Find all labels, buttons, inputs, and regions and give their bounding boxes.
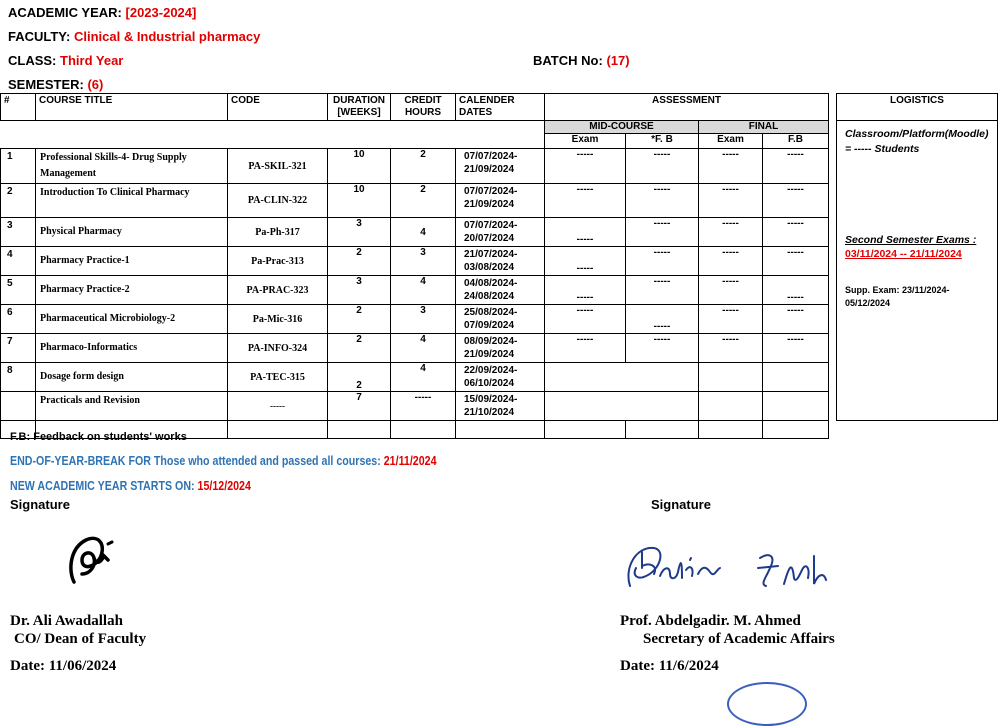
subheader-row-1 bbox=[1, 121, 998, 134]
col-code-header: CODE bbox=[228, 94, 328, 121]
table-row: 1 Professional Skills-4- Drug Supply Management PA-SKIL-321 10 2 07/07/2024- 21/09/2024 ----- ----- ----- ----- bbox=[1, 149, 998, 184]
break-note: END-OF-YEAR-BREAK FOR Those who attended and passed all courses: 21/11/2024 bbox=[10, 453, 437, 468]
right-signatory-name: Prof. Abdelgadir. M. Ahmed bbox=[620, 613, 801, 629]
col-logistics-header: LOGISTICS bbox=[837, 94, 998, 121]
table-row: 8 Dosage form design PA-TEC-315 2 4 22/09/2024- 06/10/2024 bbox=[1, 363, 998, 392]
col-duration-header: DURATION [WEEKS] bbox=[328, 94, 391, 121]
table-row: 4 Pharmacy Practice-1 Pa-Prac-313 2 3 21/07/2024- 03/08/2024 ----- ----- ----- ----- bbox=[1, 247, 998, 276]
class: CLASS: Third Year bbox=[8, 53, 124, 68]
final-empty bbox=[763, 392, 829, 421]
table-row: 7 Pharmaco-Informatics PA-INFO-324 2 4 08/09/2024- 21/09/2024 ----- ----- ----- ----- bbox=[1, 334, 998, 363]
table-row: 6 Pharmaceutical Microbiology-2 Pa-Mic-316 2 3 25/08/2024- 07/09/2024 ----- ----- ----- ----- bbox=[1, 305, 998, 334]
batch: BATCH No: (17) bbox=[533, 53, 630, 68]
left-signatory-name: Dr. Ali Awadallah bbox=[10, 613, 123, 629]
left-signatory bbox=[10, 612, 146, 648]
mid-empty bbox=[545, 392, 699, 421]
left-signature-image bbox=[60, 530, 120, 590]
final-header: FINAL bbox=[699, 121, 829, 134]
classroom-note: Classroom/Platform(Moodle) = ----- Students bbox=[845, 128, 989, 155]
academic-year: ACADEMIC YEAR: [2023-2024] bbox=[8, 5, 197, 20]
official-stamp bbox=[727, 682, 807, 726]
left-signatory-title: CO/ Dean of Faculty bbox=[14, 631, 147, 647]
header-row bbox=[1, 94, 998, 121]
schedule-table bbox=[0, 93, 998, 439]
right-signature-image bbox=[620, 538, 835, 598]
right-signature-label: Signature bbox=[651, 497, 711, 512]
left-date: Date: 11/06/2024 bbox=[10, 658, 117, 674]
faculty: FACULTY: Clinical & Industrial pharmacy bbox=[8, 29, 261, 44]
second-semester-label: Second Semester Exams : bbox=[845, 234, 977, 246]
final-empty bbox=[699, 363, 763, 392]
final-fb-header: F.B bbox=[763, 134, 829, 149]
mid-fb-header: *F. B bbox=[626, 134, 699, 149]
spacer bbox=[829, 94, 837, 121]
final-empty bbox=[763, 363, 829, 392]
fb-note: F.B: Feedback on students' works bbox=[10, 431, 187, 443]
table-row: 3 Physical Pharmacy Pa-Ph-317 3 4 07/07/2024- 20/07/2024 ----- ----- ----- ----- bbox=[1, 218, 998, 247]
right-date: Date: 11/6/2024 bbox=[620, 658, 719, 674]
final-exam-header: Exam bbox=[699, 134, 763, 149]
col-credit-header: CREDIT HOURS bbox=[391, 94, 456, 121]
new-year-note: NEW ACADEMIC YEAR STARTS ON: 15/12/2024 bbox=[10, 478, 251, 493]
final-empty bbox=[699, 392, 763, 421]
right-signatory bbox=[620, 612, 835, 648]
second-semester-dates: 03/11/2024 -- 21/11/2024 bbox=[845, 248, 962, 260]
mid-course-header: MID-COURSE bbox=[545, 121, 699, 134]
table-row: Practicals and Revision ----- 7 ----- 15/09/2024- 21/10/2024 bbox=[1, 392, 998, 421]
right-signatory-title: Secretary of Academic Affairs bbox=[643, 631, 835, 647]
table-row: 2 Introduction To Clinical Pharmacy PA-CLIN-322 10 2 07/07/2024- 21/09/2024 ----- ----- ----- ----- bbox=[1, 184, 998, 218]
col-num-header: # bbox=[1, 94, 36, 121]
spacer bbox=[829, 121, 837, 421]
logistics-cell bbox=[837, 121, 998, 421]
semester: SEMESTER: (6) bbox=[8, 77, 104, 92]
subheader-blank bbox=[1, 121, 545, 149]
left-signature-label: Signature bbox=[10, 497, 70, 512]
table-row: 5 Pharmacy Practice-2 PA-PRAC-323 3 4 04/08/2024- 24/08/2024 ----- ----- ----- ----- bbox=[1, 276, 998, 305]
supp-exam: Supp. Exam: 23/11/2024- 05/12/2024 bbox=[845, 285, 950, 308]
col-title-header: COURSE TITLE bbox=[36, 94, 228, 121]
col-assessment-header: ASSESSMENT bbox=[545, 94, 829, 121]
mid-empty bbox=[545, 363, 699, 392]
col-dates-header: CALENDER DATES bbox=[456, 94, 545, 121]
mid-exam-header: Exam bbox=[545, 134, 626, 149]
